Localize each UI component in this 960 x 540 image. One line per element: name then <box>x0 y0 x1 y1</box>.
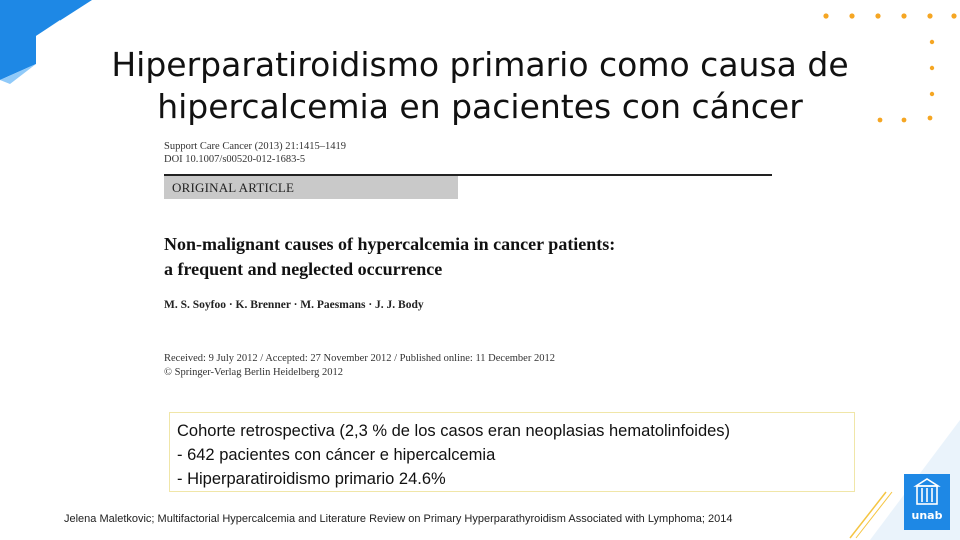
article-dates: Received: 9 July 2012 / Accepted: 27 November 2012 / Published online: 11 December 2012 <box>164 353 555 364</box>
article-copyright: © Springer-Verlag Berlin Heidelberg 2012 <box>164 367 344 378</box>
section-banner: ORIGINAL ARTICLE <box>164 176 458 199</box>
slide-title-line2: hipercalcemia en pacientes con cáncer <box>157 87 803 126</box>
article-doi: DOI 10.1007/s00520-012-1683-5 <box>164 154 306 165</box>
summary-box <box>169 412 855 492</box>
slide-title <box>40 44 920 128</box>
article-headline <box>164 232 764 282</box>
journal-reference: Support Care Cancer (2013) 21:1415–1419 <box>164 141 346 152</box>
article-authors: M. S. Soyfoo · K. Brenner · M. Paesmans · J. J. Body <box>164 299 424 311</box>
summary-line-patients: - 642 pacientes con cáncer e hipercalcemia <box>177 446 496 464</box>
article-headline-line1: Non-malignant causes of hypercalcemia in cancer patients: <box>164 234 616 254</box>
article-header-image <box>160 140 780 390</box>
summary-line-cohort: Cohorte retrospectiva (2,3 % de los casos eran neoplasias hematolinfoides) <box>177 422 731 440</box>
source-citation: Jelena Maletkovic; Multifactorial Hypercalcemia and Literature Review on Primary Hyperparathyroidism Associated with Lymphoma; 2014 <box>64 513 733 525</box>
slide-title-line1: Hiperparatiroidismo primario como causa de <box>111 45 849 84</box>
summary-line-hyperparathyroidism: - Hiperparatiroidismo primario 24.6% <box>177 470 446 488</box>
article-headline-line2: a frequent and neglected occurrence <box>164 259 443 279</box>
logo-wordmark: unab <box>911 509 943 522</box>
